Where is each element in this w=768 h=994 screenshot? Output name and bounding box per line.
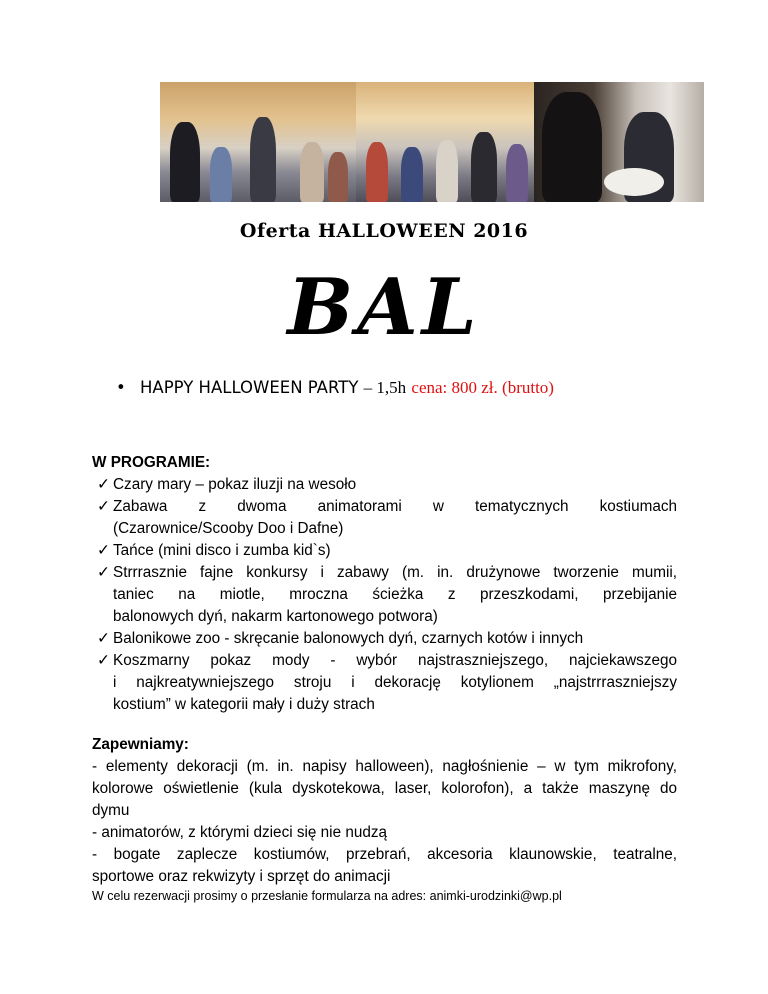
- zapewniamy-heading: Zapewniamy:: [92, 736, 189, 753]
- list-item: [92, 628, 677, 650]
- item-text: i najkreatywniejszego stroju i dekorację kotylionem „najstrrraszniejszy: [113, 674, 677, 691]
- item-text: Koszmarny pokaz mody - wybór najstraszniejszego, najciekawszego: [113, 652, 677, 669]
- party-photo-witch-craft: [534, 82, 704, 202]
- checkmark-icon: ✓: [97, 542, 110, 559]
- item-text: taniec na miotle, mroczna ścieżka z przeszkodami, przebijanie: [113, 586, 677, 603]
- document-title: Oferta HALLOWEEN 2016: [239, 220, 529, 242]
- offer-name: HAPPY HALLOWEEN PARTY: [140, 378, 359, 397]
- program-list: [92, 474, 677, 716]
- paragraph-line: sportowe oraz rekwizyty i sprzęt do animacji: [92, 868, 391, 885]
- program-heading: W PROGRAMIE:: [92, 454, 211, 471]
- item-text: kostium” w kategorii mały i duży strach: [113, 696, 375, 713]
- reservation-note: W celu rezerwacji prosimy o przesłanie formularza na adres: animki-urodzinki@wp.pl: [92, 889, 562, 903]
- item-text: Czary mary – pokaz iluzji na wesoło: [113, 476, 357, 493]
- offer-line: [116, 378, 554, 398]
- paragraph-line: - animatorów, z którymi dzieci się nie nudzą: [92, 824, 388, 841]
- checkmark-icon: ✓: [97, 564, 110, 581]
- checkmark-icon: ✓: [97, 498, 110, 515]
- list-item: [92, 562, 677, 628]
- paragraph-line: kolorowe oświetlenie (kula dyskotekowa, laser, kolorofon), a także maszynę do: [92, 780, 677, 797]
- list-item: [92, 496, 677, 540]
- checkmark-icon: ✓: [97, 476, 110, 493]
- party-photo-dancing: [356, 82, 534, 202]
- program-section: [92, 452, 677, 716]
- item-text: Zabawa z dwoma animatorami w tematycznych kostiumach: [113, 498, 677, 515]
- list-item: [92, 540, 677, 562]
- list-item: [92, 650, 677, 716]
- paragraph-line: - bogate zaplecze kostiumów, przebrań, akcesoria klaunowskie, teatralne,: [92, 846, 677, 863]
- offer-price: cena: 800 zł. (brutto): [411, 378, 554, 397]
- item-text: Balonikowe zoo - skręcanie balonowych dyń, czarnych kotów i innych: [113, 630, 584, 647]
- checkmark-icon: ✓: [97, 652, 110, 669]
- checkmark-icon: ✓: [97, 630, 110, 647]
- item-text: Tańce (mini disco i zumba kid`s): [113, 542, 331, 559]
- item-text: (Czarownice/Scooby Doo i Dafne): [113, 520, 344, 537]
- zapewniamy-section: [92, 734, 677, 888]
- offer-duration: – 1,5h: [363, 378, 407, 397]
- photo-collage: [160, 82, 704, 202]
- headline: BAL: [287, 262, 481, 353]
- item-text: balonowych dyń, nakarm kartonowego potwora): [113, 608, 438, 625]
- item-text: Strrrasznie fajne konkursy i zabawy (m. in. drużynowe tworzenie mumii,: [113, 564, 677, 581]
- list-item: [92, 474, 677, 496]
- bullet-icon: •: [116, 378, 126, 397]
- paragraph-line: - elementy dekoracji (m. in. napisy halloween), nagłośnienie – w tym mikrofony,: [92, 758, 677, 775]
- paragraph-line: dymu: [92, 802, 130, 819]
- party-photo-witch-children: [160, 82, 356, 202]
